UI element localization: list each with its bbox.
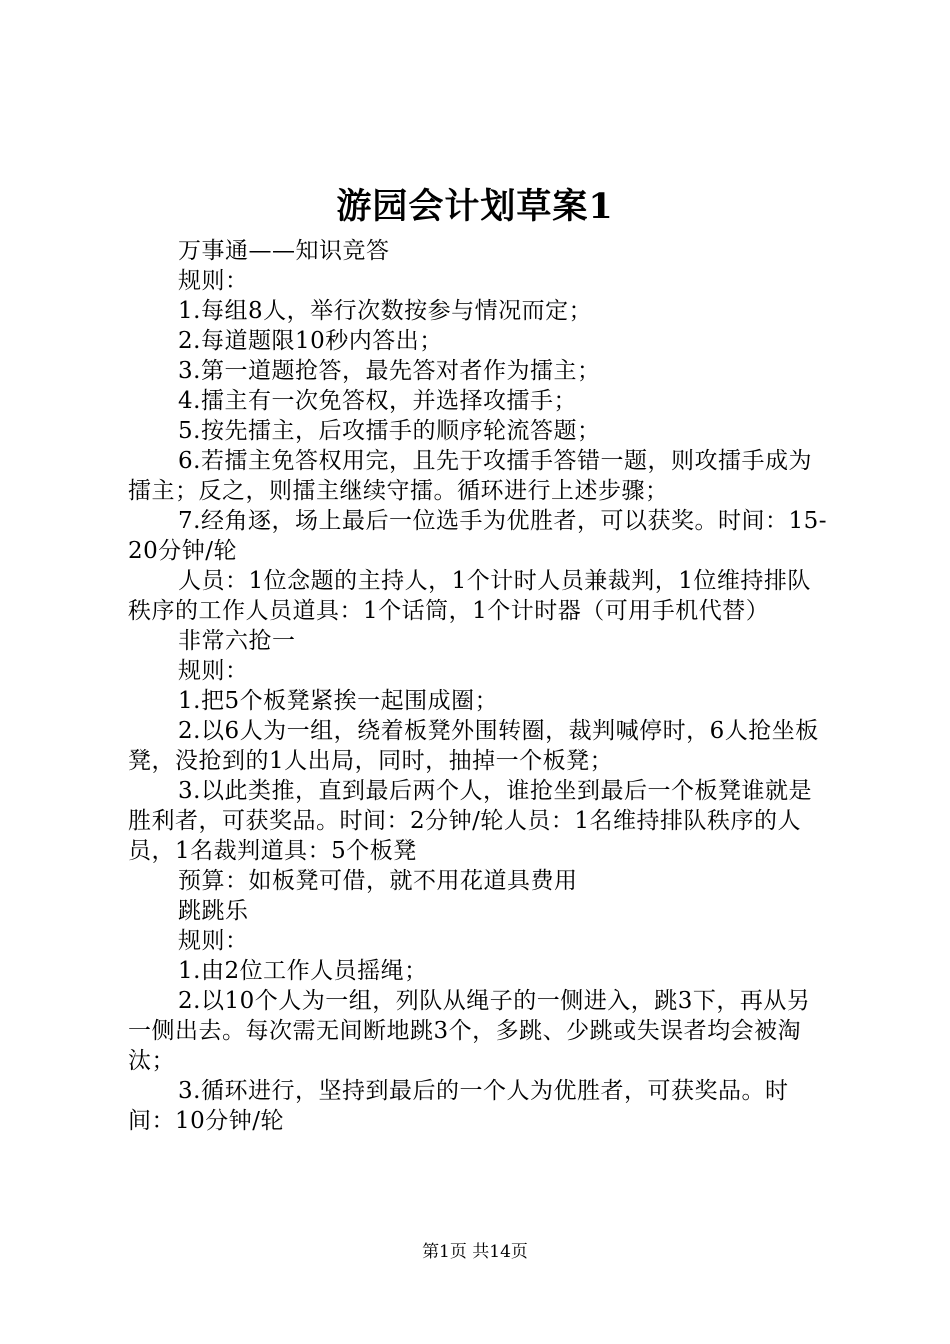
paragraph: 2.以6人为一组，绕着板凳外围转圈，裁判喊停时，6人抢坐板凳，没抢到的1人出局，同时，抽掉一个板凳； (128, 718, 819, 774)
paragraph: 预算：如板凳可借，就不用花道具费用 (178, 868, 578, 894)
page-footer: 第1页 共14页 (422, 1242, 528, 1262)
paragraph: 2.每道题限10秒内答出； (178, 328, 443, 354)
paragraph: 跳跳乐 (178, 898, 249, 924)
paragraph: 6.若擂主免答权用完，且先于攻擂手答错一题，则攻擂手成为擂主；反之，则擂主继续守擂。循环进行上述步骤； (128, 448, 812, 504)
paragraph: 1.把5个板凳紧挨一起围成圈； (178, 688, 499, 714)
paragraph: 万事通——知识竞答 (178, 238, 390, 264)
paragraph: 规则： (178, 268, 249, 294)
paragraph: 3.以此类推，直到最后两个人，谁抢坐到最后一个板凳谁就是胜利者，可获奖品。时间：2分钟/轮人员：1名维持排队秩序的人员，1名裁判道具：5个板凳 (128, 778, 812, 864)
paragraph: 5.按先擂主，后攻擂手的顺序轮流答题； (178, 418, 601, 444)
paragraph: 规则： (178, 928, 249, 954)
paragraph: 规则： (178, 658, 249, 684)
document-title: 游园会计划草案1 (336, 186, 614, 227)
paragraph: 人员：1位念题的主持人，1个计时人员兼裁判，1位维持排队秩序的工作人员道具：1个话筒，1个计时器（可用手机代替） (128, 568, 811, 624)
paragraph: 3.循环进行，坚持到最后的一个人为优胜者，可获奖品。时间：10分钟/轮 (128, 1078, 789, 1134)
paragraph: 1.由2位工作人员摇绳； (178, 958, 428, 984)
document-body (128, 236, 828, 1136)
paragraph: 2.以10个人为一组，列队从绳子的一侧进入，跳3下，再从另一侧出去。每次需无间断地跳3个，多跳、少跳或失误者均会被淘汰； (128, 988, 811, 1074)
paragraph: 3.第一道题抢答，最先答对者作为擂主； (178, 358, 601, 384)
paragraph: 7.经角逐，场上最后一位选手为优胜者，可以获奖。时间：15-20分钟/轮 (128, 508, 827, 564)
paragraph: 4.擂主有一次免答权，并选择攻擂手； (178, 388, 577, 414)
paragraph: 非常六抢一 (178, 628, 296, 654)
paragraph: 1.每组8人，举行次数按参与情况而定； (178, 298, 593, 324)
